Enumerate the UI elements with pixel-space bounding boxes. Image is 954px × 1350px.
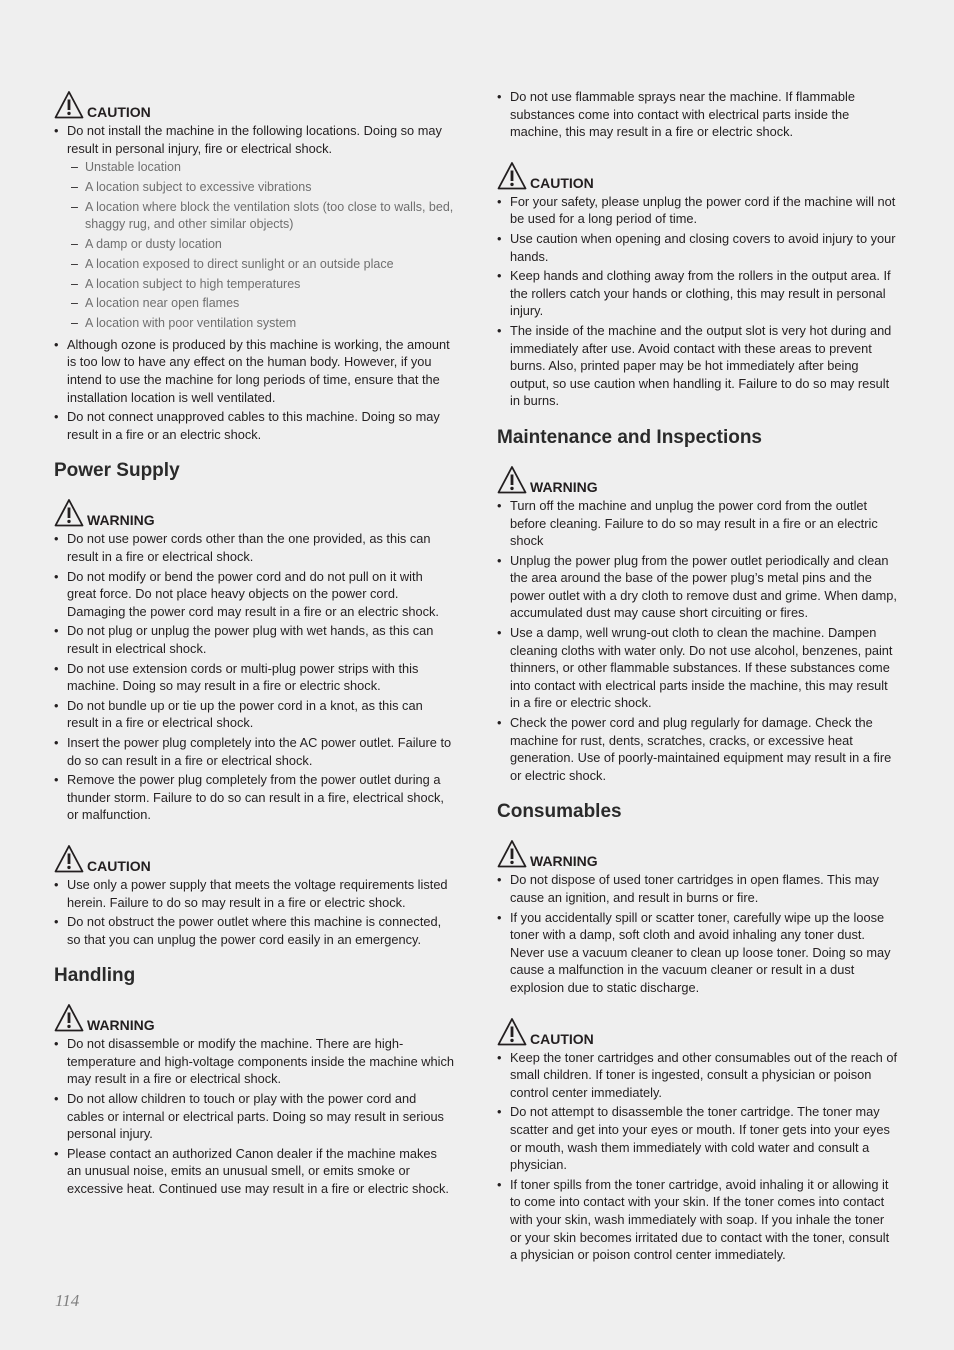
list-item: • Use a damp, well wrung-out cloth to clean the machine. Dampen cleaning cloths with water only. Do not use alcohol, benzenes, paint thinners, or other flammable substances. If these substances come into contact with electrical parts inside the machine, this may result in a fire or electric shock.	[497, 625, 893, 711]
location-list	[67, 159, 454, 333]
caution-header	[54, 842, 454, 874]
page-number: 114	[55, 1291, 80, 1310]
list-item: • Do not use extension cords or multi-plug power strips with this machine. Doing so may result in a fire or electric shock.	[54, 660, 419, 694]
warning-header	[54, 496, 454, 528]
warning-label: WARNING	[530, 478, 598, 495]
warning-triangle-icon	[497, 839, 527, 869]
handling-continued-list	[497, 88, 899, 141]
list-item: • Do not dispose of used toner cartridges in open flames. This may cause an ignition, and result in burns or fire.	[497, 872, 879, 905]
warning-label: WARNING	[530, 853, 598, 870]
section-title-maintenance: Maintenance and Inspections	[497, 426, 762, 448]
list-item: • Do not use flammable sprays near the machine. If flammable substances come into contact with electrical parts inside the machine, this may result in a fire or electric shock.	[497, 89, 855, 140]
section-title-handling: Handling	[54, 965, 136, 987]
consumables-caution-list	[497, 1049, 899, 1264]
list-item: • Do not install the machine in the following locations. Doing so may result in personal injury, fire or electrical shock. – Unstable location – A location subject to excessive vibrations – A location where block the ventilation slots (too close to walls, bed, shaggy rug, and other similar objects) – A damp or dusty location – A location exposed to direct sunlight or an outside place – A location subject to high temperatures – A location near open flames – A location with poor ventilation system	[54, 122, 454, 333]
list-item: • Turn off the machine and unplug the power cord from the outlet before cleaning. Failure to do so may result in a fire or an electric shock	[497, 497, 878, 549]
caution-header	[497, 1015, 899, 1047]
list-item: • Do not bundle up or tie up the power cord in a knot, as this can result in a fire or electrical shock.	[54, 697, 423, 731]
warning-triangle-icon	[54, 90, 84, 120]
list-item: • Please contact an authorized Canon dealer if the machine makes an unusual noise, emits an unusual smell, or emits smoke or excessive heat. Continued use may result in a fire or electric shock.	[54, 1145, 449, 1197]
caution-header	[497, 159, 899, 191]
list-item: • For your safety, please unplug the power cord if the machine will not be used for a long period of time.	[497, 193, 896, 227]
power-warning-list	[54, 530, 454, 824]
warning-header	[497, 837, 899, 869]
list-item: • Use only a power supply that meets the voltage requirements listed herein. Failure to do so may result in a fire or electric shock.	[54, 876, 448, 910]
location-item: – A location with poor ventilation system	[71, 316, 297, 331]
handling-caution-list	[497, 193, 899, 410]
list-item: • Do not obstruct the power outlet where this machine is connected, so that you can unplug the power cord easily in an emergency.	[54, 914, 442, 947]
list-item: • Keep the toner cartridges and other consumables out of the reach of small children. If toner is ingested, consult a physician or poison control center immediately.	[497, 1049, 897, 1100]
list-item: • Do not allow children to touch or play with the power cord and cables or internal or electrical parts. Doing so may result in serious personal injury.	[54, 1091, 444, 1142]
warning-triangle-icon	[54, 498, 84, 528]
warning-header	[54, 1001, 454, 1033]
warning-triangle-icon	[497, 161, 527, 191]
caution-label: CAUTION	[530, 1030, 594, 1047]
warning-label: WARNING	[87, 1017, 155, 1034]
list-item: • Although ozone is produced by this machine is working, the amount is too low to have any effect on the human body. However, if you intend to use the machine for long periods of time, ensure that the installation location is well ventilated.	[54, 336, 450, 405]
right-column	[497, 88, 899, 1266]
list-item: • Do not disassemble or modify the machine. There are high-temperature and high-voltage components inside the machine which may result in a fire or electrical shock.	[54, 1036, 454, 1087]
warning-triangle-icon	[497, 465, 527, 495]
list-item: • Do not use power cords other than the one provided, as this can result in a fire or electrical shock.	[54, 531, 431, 564]
list-item: • Do not attempt to disassemble the toner cartridge. The toner may scatter and get into your eyes or mouth. If toner gets into your eyes or mouth, wash them immediately with cold water and consult a physician.	[497, 1104, 890, 1173]
list-item: • Remove the power plug completely from the power outlet during a thunder storm. Failure to do so can result in a fire, electrical shock, or malfunction.	[54, 772, 444, 823]
location-item: – A location subject to excessive vibrations	[71, 179, 312, 194]
warning-triangle-icon	[497, 1017, 527, 1047]
handling-warning-list	[54, 1035, 454, 1197]
location-item: – Unstable location	[71, 160, 181, 175]
list-item: • Use caution when opening and closing covers to avoid injury to your hands.	[497, 230, 896, 264]
caution-header	[54, 88, 454, 120]
caution-label: CAUTION	[87, 857, 151, 874]
warning-header	[497, 463, 899, 495]
install-caution-list	[54, 122, 454, 443]
maintenance-warning-list	[497, 497, 899, 785]
list-item: • Unplug the power plug from the power outlet periodically and clean the area around the base of the power plug’s metal pins and the power outlet with a dry cloth to remove dust and grime. When damp, accumulated dust may cause short circuiting or fires.	[497, 552, 897, 621]
list-item: • Do not plug or unplug the power plug with wet hands, as this can result in electrical shock.	[54, 623, 434, 656]
warning-triangle-icon	[54, 1003, 84, 1033]
location-item: – A location subject to high temperatures	[71, 276, 301, 291]
list-item: • The inside of the machine and the output slot is very hot during and immediately after use. Avoid contact with these areas to prevent burns. Also, printed paper may be hot immediately after being output, so use caution when handling it. Failure to do so may result in burns.	[497, 322, 892, 409]
power-caution-list	[54, 876, 454, 948]
warning-triangle-icon	[54, 844, 84, 874]
list-item: • Do not modify or bend the power cord and do not pull on it with great force. Do not place heavy objects on the power cord. Damaging the power cord may result in a fire or an electric shock.	[54, 568, 439, 619]
list-item: • Check the power cord and plug regularly for damage. Check the machine for rust, dents, scratches, cracks, or excessive heat generation. Use of poorly-maintained equipment may result in a fire or electric shock.	[497, 715, 892, 783]
list-item: • Do not connect unapproved cables to this machine. Doing so may result in a fire or an electric shock.	[54, 409, 440, 442]
caution-label: CAUTION	[530, 174, 594, 191]
list-item: • Keep hands and clothing away from the rollers in the output area. If the rollers catch your hands or clothing, this may result in personal injury.	[497, 268, 891, 319]
location-item: – A damp or dusty location	[71, 237, 222, 252]
section-title-power-supply: Power Supply	[54, 460, 180, 482]
warning-label: WARNING	[87, 512, 155, 529]
list-item: • If toner spills from the toner cartridge, avoid inhaling it or allowing it to come into contact with your skin. If the toner comes into contact with your skin, wash immediately with soap. If you inhale the toner or your skin becomes irritated due to contact with the toner, consult a physician or poison control center immediately.	[497, 1176, 890, 1263]
list-item: • If you accidentally spill or scatter toner, carefully wipe up the loose toner with a damp, soft cloth and avoid inhaling any toner dust. Never use a vacuum cleaner to clean up loose toner. Doing so may cause a malfunction in the vacuum cleaner or result in a dust explosion due to static discharge.	[497, 909, 891, 995]
left-column	[54, 88, 454, 1200]
caution-label: CAUTION	[87, 104, 151, 120]
section-title-consumables: Consumables	[497, 801, 622, 823]
location-item: – A location near open flames	[71, 296, 240, 311]
consumables-warning-list	[497, 871, 899, 996]
location-item: – A location where block the ventilation slots (too close to walls, bed, shaggy rug, and other similar objects)	[71, 199, 454, 232]
list-item: • Insert the power plug completely into the AC power outlet. Failure to do so can result in a fire or electrical shock.	[54, 734, 452, 768]
location-item: – A location exposed to direct sunlight or an outside place	[71, 256, 394, 271]
